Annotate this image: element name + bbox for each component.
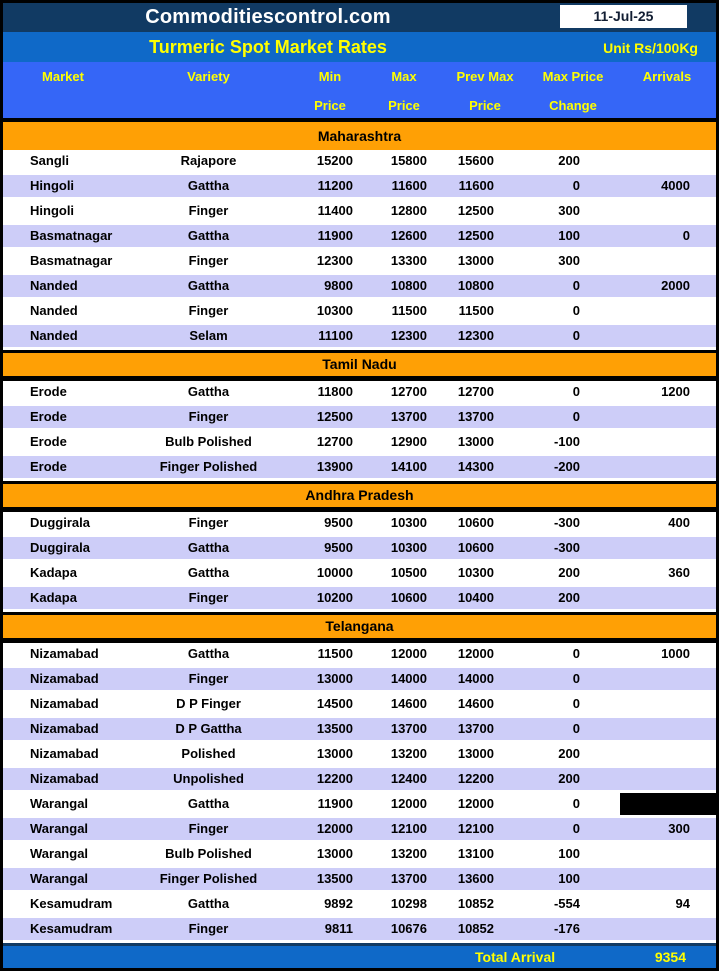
cell-prev_max: 14600 bbox=[457, 696, 494, 711]
cell-prev_max: 13000 bbox=[457, 434, 494, 449]
cell-min: 13000 bbox=[316, 746, 353, 761]
cell-variety: Gattha bbox=[187, 278, 230, 293]
table-row bbox=[3, 868, 716, 893]
top-bar bbox=[3, 3, 716, 32]
table-row bbox=[3, 793, 716, 818]
cell-market: Nizamabad bbox=[30, 721, 99, 736]
cell-max: 12100 bbox=[390, 821, 427, 836]
cell-market: Nizamabad bbox=[30, 746, 99, 761]
table-row bbox=[3, 512, 716, 537]
cell-prev_max: 10600 bbox=[457, 540, 494, 555]
cell-market: Duggirala bbox=[30, 540, 90, 555]
table-row bbox=[3, 743, 716, 768]
cell-market: Erode bbox=[30, 434, 67, 449]
table-row bbox=[3, 918, 716, 943]
column-header-cell-5: Max Price bbox=[542, 69, 604, 84]
cell-min: 9800 bbox=[324, 278, 353, 293]
table-row bbox=[3, 693, 716, 718]
cell-arrivals: 1200 bbox=[661, 384, 690, 399]
table-row bbox=[3, 300, 716, 325]
cell-max: 15800 bbox=[390, 153, 427, 168]
cell-arrivals bbox=[587, 918, 716, 940]
table-row bbox=[3, 175, 716, 200]
cell-max: 11600 bbox=[391, 178, 427, 193]
cell-arrivals: 400 bbox=[668, 515, 690, 530]
cell-market: Kesamudram bbox=[30, 896, 113, 911]
cell-arrivals bbox=[587, 718, 716, 740]
cell-change: -554 bbox=[553, 896, 580, 911]
cell-arrivals bbox=[587, 868, 716, 890]
cell-arrivals bbox=[587, 300, 716, 322]
cell-market: Nanded bbox=[30, 278, 78, 293]
cell-min: 11900 bbox=[317, 228, 353, 243]
cell-market: Hingoli bbox=[30, 203, 75, 218]
cell-prev_max: 13600 bbox=[457, 871, 494, 886]
table-row bbox=[3, 587, 716, 612]
cell-arrivals: 360 bbox=[668, 565, 690, 580]
cell-change: 200 bbox=[558, 153, 580, 168]
cell-prev_max: 10300 bbox=[457, 565, 494, 580]
cell-change: 100 bbox=[558, 228, 580, 243]
cell-variety: Finger bbox=[188, 203, 229, 218]
cell-min: 13500 bbox=[316, 721, 353, 736]
cell-arrivals: 2000 bbox=[661, 278, 690, 293]
cell-market: Duggirala bbox=[30, 515, 90, 530]
cell-prev_max: 13100 bbox=[457, 846, 494, 861]
cell-max: 14000 bbox=[390, 671, 427, 686]
cell-max: 12300 bbox=[390, 328, 427, 343]
cell-min: 11800 bbox=[317, 384, 353, 399]
cell-max: 13200 bbox=[390, 846, 427, 861]
cell-market: Erode bbox=[30, 384, 67, 399]
cell-variety: Finger bbox=[188, 590, 229, 605]
table-row bbox=[3, 225, 716, 250]
table-row bbox=[3, 275, 716, 300]
cell-max: 10500 bbox=[390, 565, 427, 580]
cell-min: 13000 bbox=[316, 671, 353, 686]
cell-market: Kesamudram bbox=[30, 921, 113, 936]
cell-max: 14600 bbox=[390, 696, 427, 711]
cell-change: 0 bbox=[572, 409, 580, 424]
cell-arrivals bbox=[587, 456, 716, 478]
cell-prev_max: 12200 bbox=[457, 771, 494, 786]
cell-change: 0 bbox=[572, 303, 580, 318]
table-row bbox=[3, 406, 716, 431]
report-date: 11-Jul-25 bbox=[560, 5, 687, 28]
cell-change: -300 bbox=[553, 540, 580, 555]
cell-variety: Gattha bbox=[187, 384, 230, 399]
cell-prev_max: 12100 bbox=[457, 821, 494, 836]
cell-min: 11400 bbox=[317, 203, 353, 218]
cell-market: Kadapa bbox=[30, 565, 77, 580]
cell-min: 11900 bbox=[317, 796, 353, 811]
cell-market: Nizamabad bbox=[30, 696, 99, 711]
cell-variety: D P Finger bbox=[176, 696, 241, 711]
cell-min: 11100 bbox=[318, 328, 353, 343]
column-header-line2 bbox=[3, 93, 716, 118]
table-row bbox=[3, 843, 716, 868]
column-header-cell-2: Price bbox=[314, 98, 346, 113]
section-header: Tamil Nadu bbox=[3, 353, 716, 376]
cell-arrivals bbox=[587, 325, 716, 347]
total-arrival-label: Total Arrival bbox=[475, 949, 556, 965]
cell-change: -176 bbox=[553, 921, 580, 936]
cell-market: Erode bbox=[30, 409, 67, 424]
cell-change: -100 bbox=[553, 434, 580, 449]
cell-market: Sangli bbox=[30, 153, 70, 168]
cell-arrivals bbox=[587, 843, 716, 865]
cell-market: Warangal bbox=[30, 821, 89, 836]
table-row bbox=[3, 818, 716, 843]
cell-max: 11500 bbox=[391, 303, 427, 318]
cell-arrivals bbox=[587, 200, 716, 222]
table-row bbox=[3, 200, 716, 225]
cell-min: 10000 bbox=[316, 565, 353, 580]
table-row bbox=[3, 250, 716, 275]
cell-prev_max: 12700 bbox=[457, 384, 494, 399]
cell-min: 15200 bbox=[316, 153, 353, 168]
cell-variety: Finger bbox=[188, 253, 229, 268]
cell-prev_max: 11600 bbox=[458, 178, 494, 193]
cell-min: 12200 bbox=[316, 771, 353, 786]
cell-arrivals bbox=[587, 250, 716, 272]
cell-arrivals bbox=[587, 768, 716, 790]
cell-min: 11500 bbox=[317, 646, 353, 661]
cell-min: 9892 bbox=[324, 896, 353, 911]
cell-market: Nizamabad bbox=[30, 771, 99, 786]
title-bar bbox=[3, 32, 716, 62]
cell-min: 12000 bbox=[316, 821, 353, 836]
cell-max: 13700 bbox=[390, 409, 427, 424]
cell-max: 12800 bbox=[390, 203, 427, 218]
cell-variety: Bulb Polished bbox=[165, 846, 252, 861]
cell-variety: Gattha bbox=[187, 178, 230, 193]
cell-change: 0 bbox=[572, 796, 580, 811]
table-row bbox=[3, 381, 716, 406]
cell-prev_max: 14000 bbox=[457, 671, 494, 686]
table-row bbox=[3, 668, 716, 693]
cell-prev_max: 10400 bbox=[457, 590, 494, 605]
cell-variety: Finger Polished bbox=[159, 871, 258, 886]
cell-arrivals bbox=[587, 693, 716, 715]
cell-min: 13500 bbox=[316, 871, 353, 886]
cell-arrivals bbox=[587, 431, 716, 453]
cell-change: 0 bbox=[572, 821, 580, 836]
cell-market: Nanded bbox=[30, 328, 78, 343]
cell-arrivals bbox=[587, 743, 716, 765]
table-row bbox=[3, 325, 716, 350]
cell-max: 10298 bbox=[390, 896, 427, 911]
cell-max: 12900 bbox=[390, 434, 427, 449]
cell-change: 200 bbox=[558, 590, 580, 605]
cell-min: 12700 bbox=[316, 434, 353, 449]
cell-max: 12000 bbox=[390, 646, 427, 661]
cell-arrivals: 1000 bbox=[661, 646, 690, 661]
cell-arrivals bbox=[587, 587, 716, 609]
table-row bbox=[3, 562, 716, 587]
cell-min: 9811 bbox=[324, 921, 353, 936]
footer-bar bbox=[3, 946, 716, 968]
cell-arrivals bbox=[587, 668, 716, 690]
cell-max: 12400 bbox=[390, 771, 427, 786]
column-header-cell-3: Max bbox=[391, 69, 417, 84]
cell-variety: Finger bbox=[188, 303, 229, 318]
cell-prev_max: 13700 bbox=[457, 721, 494, 736]
cell-max: 10800 bbox=[390, 278, 427, 293]
cell-min: 13000 bbox=[316, 846, 353, 861]
cell-market: Nizamabad bbox=[30, 671, 99, 686]
table-row bbox=[3, 768, 716, 793]
cell-min: 10200 bbox=[316, 590, 353, 605]
cell-prev_max: 13000 bbox=[457, 746, 494, 761]
cell-max: 14100 bbox=[390, 459, 427, 474]
cell-variety: Gattha bbox=[187, 540, 230, 555]
column-header-cell-0 bbox=[3, 93, 123, 118]
cell-variety: Bulb Polished bbox=[165, 434, 252, 449]
cell-prev_max: 10852 bbox=[457, 896, 494, 911]
cell-prev_max: 13000 bbox=[457, 253, 494, 268]
cell-prev_max: 12000 bbox=[457, 796, 494, 811]
cell-max: 10300 bbox=[390, 515, 427, 530]
cell-prev_max: 14300 bbox=[457, 459, 494, 474]
cell-change: 0 bbox=[572, 671, 580, 686]
cell-prev_max: 12500 bbox=[457, 203, 494, 218]
cell-arrivals: 0 bbox=[682, 228, 690, 243]
cell-prev_max: 12300 bbox=[457, 328, 494, 343]
section-header: Andhra Pradesh bbox=[3, 484, 716, 507]
table-row bbox=[3, 718, 716, 743]
cell-market: Hingoli bbox=[30, 178, 75, 193]
table-row bbox=[3, 150, 716, 175]
cell-change: 200 bbox=[558, 771, 580, 786]
cell-change: -300 bbox=[553, 515, 580, 530]
cell-variety: Gattha bbox=[187, 565, 230, 580]
cell-prev_max: 13700 bbox=[457, 409, 494, 424]
cell-arrivals bbox=[587, 150, 716, 172]
table-row bbox=[3, 456, 716, 481]
cell-change: 0 bbox=[572, 721, 580, 736]
cell-arrivals bbox=[587, 406, 716, 428]
cell-variety: Gattha bbox=[187, 228, 230, 243]
table-row bbox=[3, 431, 716, 456]
cell-variety: Finger bbox=[188, 821, 229, 836]
cell-prev_max: 10600 bbox=[457, 515, 494, 530]
table-row bbox=[3, 893, 716, 918]
cell-change: 100 bbox=[558, 846, 580, 861]
cell-variety: Finger bbox=[188, 921, 229, 936]
column-header-cell-4: Prev Max bbox=[456, 69, 514, 84]
total-arrival-value: 9354 bbox=[654, 949, 686, 965]
cell-max: 13200 bbox=[390, 746, 427, 761]
cell-max: 13700 bbox=[390, 721, 427, 736]
cell-change: 0 bbox=[572, 384, 580, 399]
cell-market: Basmatnagar bbox=[30, 228, 113, 243]
column-header-cell-6 bbox=[618, 93, 716, 118]
cell-prev_max: 10852 bbox=[457, 921, 494, 936]
cell-change: 0 bbox=[572, 696, 580, 711]
cell-max: 10600 bbox=[390, 590, 427, 605]
column-header-cell-6: Arrivals bbox=[642, 69, 692, 84]
table-body bbox=[3, 122, 716, 943]
cell-variety: Finger bbox=[188, 515, 229, 530]
table-row bbox=[3, 643, 716, 668]
page-title: Turmeric Spot Market Rates bbox=[149, 37, 387, 57]
cell-variety: Finger Polished bbox=[159, 459, 258, 474]
cell-market: Warangal bbox=[30, 871, 89, 886]
cell-max: 12000 bbox=[390, 796, 427, 811]
cell-variety: Unpolished bbox=[173, 771, 244, 786]
column-header bbox=[3, 62, 716, 118]
cell-min: 9500 bbox=[324, 515, 353, 530]
cell-change: 200 bbox=[558, 565, 580, 580]
cell-max: 10300 bbox=[390, 540, 427, 555]
section-header: Telangana bbox=[3, 615, 716, 638]
cell-market: Erode bbox=[30, 459, 67, 474]
cell-min: 12500 bbox=[316, 409, 353, 424]
cell-prev_max: 15600 bbox=[457, 153, 494, 168]
redaction-box bbox=[620, 793, 716, 815]
column-header-cell-4: Price bbox=[469, 98, 501, 113]
cell-market: Kadapa bbox=[30, 590, 77, 605]
cell-min: 12300 bbox=[316, 253, 353, 268]
cell-change: 0 bbox=[572, 278, 580, 293]
cell-market: Nanded bbox=[30, 303, 78, 318]
cell-prev_max: 11500 bbox=[458, 303, 494, 318]
column-header-cell-2: Min bbox=[318, 69, 342, 84]
cell-prev_max: 12500 bbox=[457, 228, 494, 243]
cell-arrivals: 4000 bbox=[661, 178, 690, 193]
cell-market: Basmatnagar bbox=[30, 253, 113, 268]
column-header-cell-3: Price bbox=[388, 98, 420, 113]
cell-min: 14500 bbox=[316, 696, 353, 711]
cell-arrivals: 300 bbox=[668, 821, 690, 836]
cell-variety: Gattha bbox=[187, 896, 230, 911]
cell-market: Nizamabad bbox=[30, 646, 99, 661]
cell-change: 200 bbox=[558, 746, 580, 761]
column-header-cell-1 bbox=[123, 93, 294, 118]
cell-arrivals bbox=[587, 537, 716, 559]
cell-prev_max: 10800 bbox=[457, 278, 494, 293]
cell-change: 0 bbox=[572, 178, 580, 193]
cell-variety: D P Gattha bbox=[175, 721, 242, 736]
cell-min: 10300 bbox=[316, 303, 353, 318]
cell-market: Warangal bbox=[30, 796, 89, 811]
column-header-cell-1: Variety bbox=[187, 69, 230, 84]
cell-arrivals: 94 bbox=[675, 896, 690, 911]
section-header: Maharashtra bbox=[3, 122, 716, 150]
site-title: Commoditiescontrol.com bbox=[145, 6, 391, 28]
cell-variety: Gattha bbox=[187, 796, 230, 811]
cell-min: 11200 bbox=[317, 178, 353, 193]
cell-variety: Finger bbox=[188, 409, 229, 424]
cell-variety: Rajapore bbox=[180, 153, 237, 168]
cell-market: Warangal bbox=[30, 846, 89, 861]
cell-variety: Gattha bbox=[187, 646, 230, 661]
column-header-cell-0: Market bbox=[42, 69, 84, 84]
cell-variety: Finger bbox=[188, 671, 229, 686]
cell-max: 10676 bbox=[390, 921, 427, 936]
cell-min: 9500 bbox=[324, 540, 353, 555]
unit-label: Unit Rs/100Kg bbox=[603, 40, 698, 56]
column-header-cell-5: Change bbox=[549, 98, 597, 113]
cell-change: 0 bbox=[572, 328, 580, 343]
cell-change: 300 bbox=[558, 203, 580, 218]
cell-change: -200 bbox=[553, 459, 580, 474]
cell-max: 12600 bbox=[390, 228, 427, 243]
table-row bbox=[3, 537, 716, 562]
column-header-line1 bbox=[3, 64, 716, 89]
cell-min: 13900 bbox=[316, 459, 353, 474]
cell-change: 0 bbox=[572, 646, 580, 661]
cell-prev_max: 12000 bbox=[457, 646, 494, 661]
cell-max: 12700 bbox=[390, 384, 427, 399]
cell-max: 13300 bbox=[390, 253, 427, 268]
cell-variety: Polished bbox=[181, 746, 236, 761]
cell-change: 100 bbox=[558, 871, 580, 886]
cell-variety: Selam bbox=[189, 328, 228, 343]
cell-max: 13700 bbox=[390, 871, 427, 886]
cell-change: 300 bbox=[558, 253, 580, 268]
